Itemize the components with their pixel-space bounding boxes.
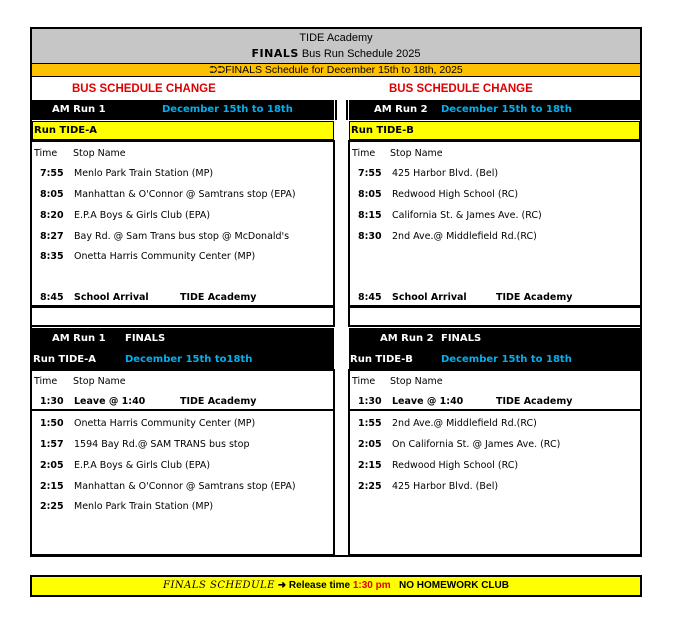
am-run-2-bar <box>349 100 640 120</box>
pm-run-tide-a-bar <box>32 349 334 370</box>
col-stop: Stop Name <box>73 148 126 159</box>
col-stop: Stop Name <box>73 376 126 387</box>
pm-run-1-table: 1:50 Onetta Harris Community Center (MP) 1:57 1594 Bay Rd.@ SAM TRANS bus stop 2:05 E.P.A Boys & Girls Club (EPA) 2:15 Manhattan & O'Connor @ Samtrans stop (EPA) 2:25 Menlo Park Train Station (MP) <box>30 409 335 556</box>
footer-finals-label: FINALS SCHEDULE <box>163 580 275 591</box>
pm-run-2-head: Time Stop Name 1:30 Leave @ 1:40 TIDE Academy <box>348 369 642 411</box>
run-tide-b-bar <box>349 121 640 140</box>
am-run-2-dates: December 15th to 18th <box>441 104 572 115</box>
pm-run-2-finals: FINALS <box>441 333 482 344</box>
spacer-row-right <box>348 306 642 327</box>
pm-run-tide-b-bar <box>349 349 640 370</box>
am-run-1-title: AM Run 1 <box>52 104 106 115</box>
schedule-header <box>32 29 640 63</box>
change-label-left: BUS SCHEDULE CHANGE <box>72 83 216 95</box>
col-time: Time <box>352 376 376 387</box>
am-run-2-title: AM Run 2 <box>374 104 428 115</box>
pm-run-tide-b-label: Run TIDE-B <box>350 354 413 365</box>
am-run-1-table: Time Stop Name 7:55 Menlo Park Train Station (MP) 8:05 Manhattan & O'Connor @ Samtrans stop (EPA) 8:20 E.P.A Boys & Girls Club (EPA) 8:27 Bay Rd. @ Sam Trans bus stop @ McDonald's 8:35 Onetta Harris Community Center (MP) 8:45 School Arrival TIDE Academy <box>30 140 335 307</box>
run-tide-a-label: Run TIDE-A <box>34 125 97 136</box>
pm-run-1-finals: FINALS <box>125 333 166 344</box>
footer-release: Release time <box>288 580 351 591</box>
col-time: Time <box>34 376 58 387</box>
am-run-1-dates: December 15th to 18th <box>162 104 293 115</box>
pm-run-1-title: AM Run 1 <box>52 333 106 344</box>
spacer-row-left <box>30 306 335 327</box>
pm-run-1-dates: December 15th to18th <box>125 354 253 365</box>
finals-date-band: ⮊⮊FINALS Schedule for December 15th to 18th, 2025 <box>32 63 640 77</box>
pm-run-2-title: AM Run 2 <box>380 333 434 344</box>
pm-run-2-table: 1:55 2nd Ave.@ Middlefield Rd.(RC) 2:05 On California St. @ James Ave. (RC) 2:15 Redwood High School (RC) 2:25 425 Harbor Blvd. (Bel) <box>348 409 642 556</box>
gutter <box>335 100 348 120</box>
footer-note: NO HOMEWORK CLUB <box>398 580 509 591</box>
col-stop: Stop Name <box>390 148 443 159</box>
pm-run-1-bar <box>32 328 334 349</box>
pm-run-1-head: Time Stop Name 1:30 Leave @ 1:40 TIDE Academy <box>30 369 335 411</box>
pm-run-2-dates: December 15th to 18th <box>441 354 572 365</box>
arrow-icon: ➜ <box>277 580 287 591</box>
col-stop: Stop Name <box>390 376 443 387</box>
am-run-1-bar <box>32 100 334 120</box>
run-tide-b-label: Run TIDE-B <box>351 125 414 136</box>
title-finals: FINALS <box>251 47 299 60</box>
col-time: Time <box>34 148 58 159</box>
school-name: TIDE Academy <box>299 32 373 44</box>
pm-run-tide-a-label: Run TIDE-A <box>33 354 96 365</box>
am-run-2-table: Time Stop Name 7:55 425 Harbor Blvd. (Bel) 8:05 Redwood High School (RC) 8:15 California St. & James Ave. (RC) 8:30 2nd Ave.@ Middlefield Rd.(RC) 8:45 School Arrival TIDE Academy <box>348 140 642 307</box>
run-tide-a-bar <box>32 121 334 140</box>
title-rest: Bus Run Schedule 2025 <box>301 48 421 60</box>
change-label-right: BUS SCHEDULE CHANGE <box>389 83 533 95</box>
footer-release-time: 1:30 pm <box>352 580 391 591</box>
pm-run-2-bar <box>349 328 640 349</box>
footer-banner <box>30 575 642 597</box>
col-time: Time <box>352 148 376 159</box>
schedule-title <box>32 46 640 62</box>
